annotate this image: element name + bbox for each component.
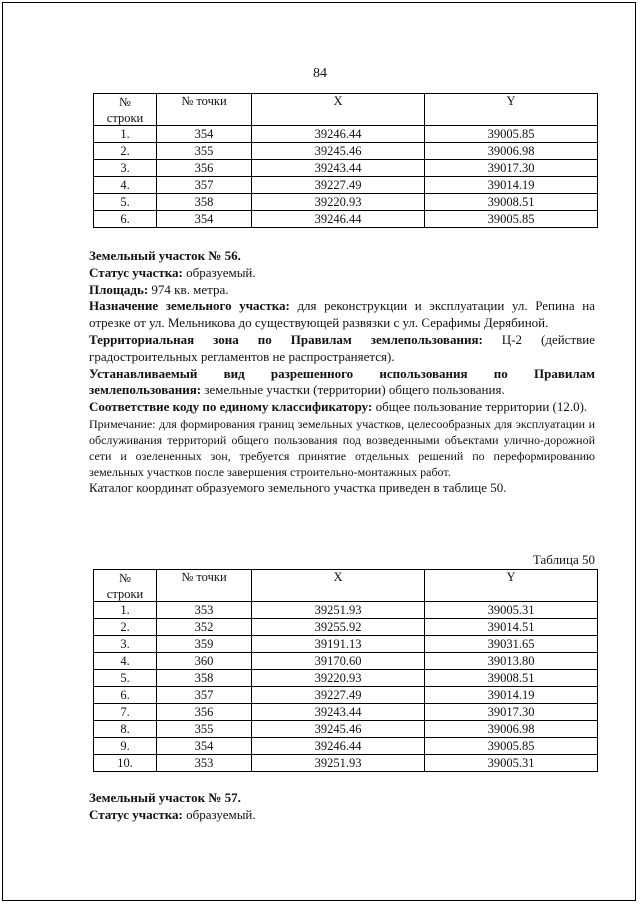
header-row-number: №	[94, 94, 157, 111]
table-row	[94, 636, 598, 653]
cell-y: 39008.51	[425, 194, 598, 211]
cell-y: 39005.31	[425, 755, 598, 772]
cell-point-number: 354	[157, 126, 252, 143]
cell-row-number: 2.	[94, 143, 157, 160]
cell-x: 39243.44	[252, 704, 425, 721]
cell-point-number: 358	[157, 670, 252, 687]
table-row	[94, 721, 598, 738]
cell-row-number: 6.	[94, 687, 157, 704]
header-x: X	[252, 94, 425, 126]
cell-point-number: 354	[157, 211, 252, 228]
header-point-number: № точки	[157, 570, 252, 602]
cell-y: 39014.19	[425, 687, 598, 704]
cell-row-number: 8.	[94, 721, 157, 738]
table-row	[94, 619, 598, 636]
table-row	[94, 160, 598, 177]
cell-y: 39005.31	[425, 602, 598, 619]
plot-56-zone: Территориальная зона по Правилам землепользования: Ц-2 (действие градостроительных регламентов не распространяется).	[89, 331, 595, 364]
cell-row-number: 1.	[94, 126, 157, 143]
cell-x: 39246.44	[252, 738, 425, 755]
cell-row-number: 1.	[94, 602, 157, 619]
cell-y: 39013.80	[425, 653, 598, 670]
table-row	[94, 602, 598, 619]
table-row	[94, 687, 598, 704]
cell-point-number: 353	[157, 755, 252, 772]
table-50-caption: Таблица 50	[532, 552, 595, 567]
header-row-number-line2: строки	[94, 586, 157, 602]
cell-row-number: 3.	[94, 160, 157, 177]
cell-x: 39170.60	[252, 653, 425, 670]
cell-row-number: 10.	[94, 755, 157, 772]
cell-y: 39005.85	[425, 738, 598, 755]
plot-56-catalog: Каталог координат образуемого земельного участка приведен в таблице 50.	[89, 479, 507, 495]
coordinates-table-1	[93, 93, 598, 228]
table-row	[94, 704, 598, 721]
plot-56-status: Статус участка: образуемый.	[89, 264, 256, 280]
table-row	[94, 755, 598, 772]
cell-row-number: 3.	[94, 636, 157, 653]
header-row-number: №	[94, 570, 157, 587]
cell-x: 39245.46	[252, 721, 425, 738]
cell-point-number: 359	[157, 636, 252, 653]
cell-y: 39031.65	[425, 636, 598, 653]
page-number: 84	[313, 66, 327, 81]
cell-y: 39006.98	[425, 143, 598, 160]
plot-56-area: Площадь: 974 кв. метра.	[89, 281, 229, 297]
cell-x: 39220.93	[252, 670, 425, 687]
cell-point-number: 353	[157, 602, 252, 619]
cell-point-number: 352	[157, 619, 252, 636]
cell-x: 39246.44	[252, 126, 425, 143]
cell-point-number: 358	[157, 194, 252, 211]
plot-56-purpose: Назначение земельного участка: для реконструкции и эксплуатации ул. Репина на отрезке от ул. Мельникова до существующей развязки с ул. Серафимы Дерябиной.	[89, 298, 595, 331]
cell-y: 39017.30	[425, 160, 598, 177]
cell-row-number: 2.	[94, 619, 157, 636]
cell-row-number: 4.	[94, 177, 157, 194]
cell-point-number: 355	[157, 721, 252, 738]
cell-y: 39005.85	[425, 211, 598, 228]
table-row	[94, 143, 598, 160]
cell-y: 39014.19	[425, 177, 598, 194]
cell-y: 39014.51	[425, 619, 598, 636]
table-row	[94, 653, 598, 670]
cell-point-number: 357	[157, 177, 252, 194]
header-y: Y	[425, 94, 598, 126]
header-row-number-line2: строки	[94, 110, 157, 126]
cell-point-number: 354	[157, 738, 252, 755]
cell-y: 39006.98	[425, 721, 598, 738]
cell-y: 39017.30	[425, 704, 598, 721]
cell-y: 39005.85	[425, 126, 598, 143]
cell-x: 39246.44	[252, 211, 425, 228]
cell-row-number: 9.	[94, 738, 157, 755]
coordinates-table-50	[93, 569, 598, 772]
cell-point-number: 355	[157, 143, 252, 160]
plot-56-note: Примечание: для формирования границ земельных участков, целесообразных для эксплуатации и обслуживания территорий общего пользования под возведенными объектами улично-дорожной сети и озелененных зон, требуется принятие отдельных решений по переформированию земельных участков после завершения строительно-монтажных работ.	[89, 416, 595, 479]
cell-row-number: 6.	[94, 211, 157, 228]
cell-x: 39227.49	[252, 177, 425, 194]
cell-row-number: 7.	[94, 704, 157, 721]
cell-x: 39227.49	[252, 687, 425, 704]
cell-point-number: 360	[157, 653, 252, 670]
cell-row-number: 5.	[94, 194, 157, 211]
plot-57-title: Земельный участок № 57.	[89, 790, 241, 805]
cell-x: 39243.44	[252, 160, 425, 177]
table-row	[94, 211, 598, 228]
cell-x: 39251.93	[252, 755, 425, 772]
table-row	[94, 194, 598, 211]
cell-x: 39255.92	[252, 619, 425, 636]
header-point-number: № точки	[157, 94, 252, 126]
header-x: X	[252, 570, 425, 602]
plot-56-use: Устанавливаемый вид разрешенного использования по Правилам землепользования: земельные участки (территории) общего пользования.	[89, 365, 595, 398]
cell-point-number: 356	[157, 160, 252, 177]
cell-point-number: 356	[157, 704, 252, 721]
cell-x: 39245.46	[252, 143, 425, 160]
plot-56-code: Соответствие коду по единому классификатору: общее пользование территории (12.0).	[89, 399, 588, 415]
cell-x: 39220.93	[252, 194, 425, 211]
cell-x: 39251.93	[252, 602, 425, 619]
cell-row-number: 5.	[94, 670, 157, 687]
header-y: Y	[425, 570, 598, 602]
plot-57-status: Статус участка: образуемый.	[89, 806, 256, 822]
table-row	[94, 738, 598, 755]
cell-point-number: 357	[157, 687, 252, 704]
table-row	[94, 177, 598, 194]
table-row	[94, 126, 598, 143]
cell-y: 39008.51	[425, 670, 598, 687]
cell-x: 39191.13	[252, 636, 425, 653]
table-row	[94, 670, 598, 687]
plot-56-title: Земельный участок № 56.	[89, 248, 241, 263]
plot-56-section	[89, 248, 595, 497]
cell-row-number: 4.	[94, 653, 157, 670]
plot-57-section	[89, 790, 595, 824]
